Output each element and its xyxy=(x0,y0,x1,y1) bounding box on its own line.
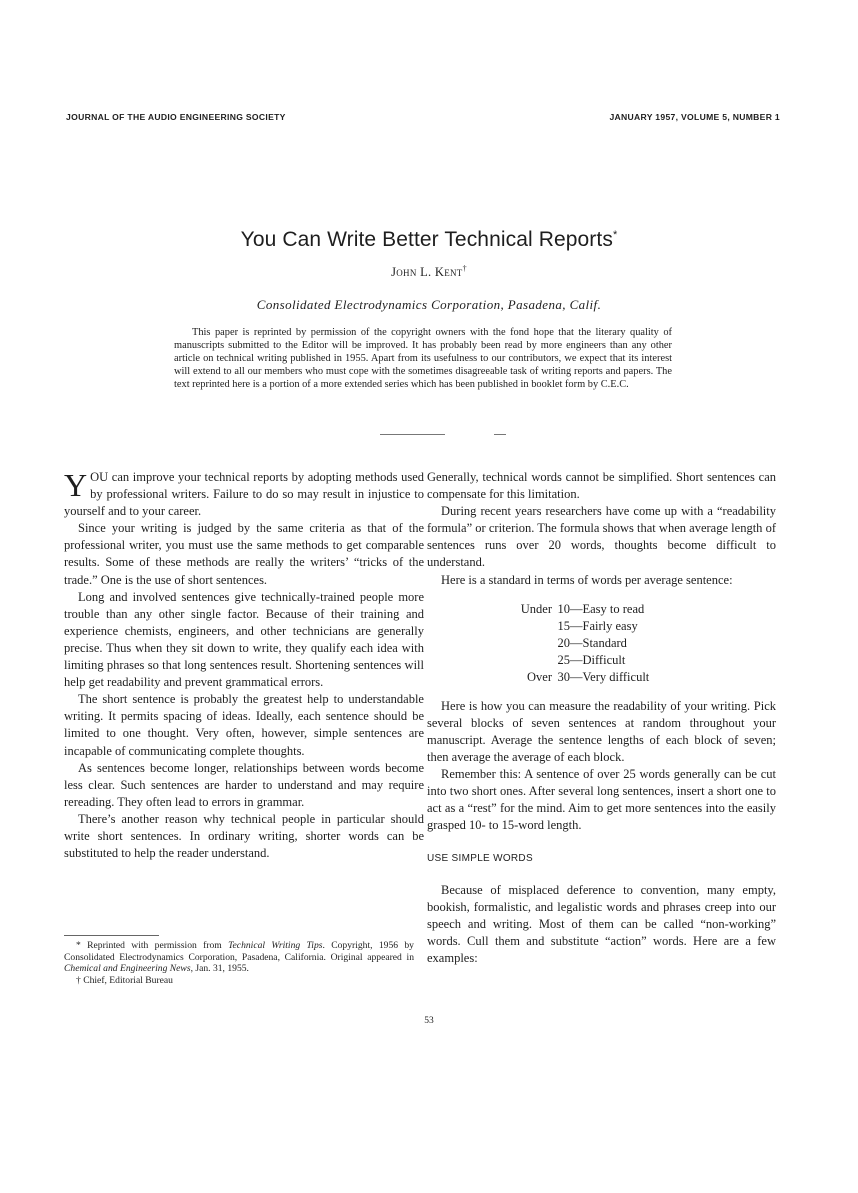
paragraph-text: OU can improve your technical reports by adopting methods used by professional writers. Failure to do so may result in injustice to yourself and to your career. xyxy=(64,470,424,519)
body-paragraph: Because of misplaced deference to convention, many empty, bookish, formalistic, and legalistic words and phrases creep into our speech and writing. Most of them can be called “non-working” words. Cull them and substitute “action” words. Here are a few examples: xyxy=(427,882,776,965)
abstract: This paper is reprinted by permission of the copyright owners with the fond hope that the literary quality of manuscripts submitted to the Editor will be improved. It has probably been read by more engineers than any other article on technical writing published in 1955. Apart from its usefulness to our contributors, we expect that its interest will extend to all our members who must cope with the sometimes disagreeable task of writing reports and papers. The text reprinted here is a portion of a more extended series which has been published in booklet form by C.E.C. xyxy=(174,327,672,391)
separator-rule-short xyxy=(494,434,506,435)
body-paragraph xyxy=(64,469,424,520)
body-paragraph: Remember this: A sentence of over 25 words generally can be cut into two short ones. After several long sentences, insert a short one to act as a “rest” for the mind. Aim to get more sentences into the easily grasped 10- to 15-word length. xyxy=(427,767,776,833)
scale-prefix: Under xyxy=(520,601,552,616)
title-text: You Can Write Better Technical Reports xyxy=(240,228,613,251)
author xyxy=(0,265,858,280)
journal-name: JOURNAL OF THE AUDIO ENGINEERING SOCIETY xyxy=(66,112,286,122)
scale-number: 15 xyxy=(557,618,570,633)
scale-row xyxy=(427,669,776,686)
footnotes xyxy=(64,940,414,986)
body-paragraph: Here is a standard in terms of words per average sentence: xyxy=(441,572,733,587)
body-paragraph: As sentences become longer, relationships between words become less clear. Such sentences are harder to understand and may require rereading. They often lead to errors in grammar. xyxy=(64,760,424,809)
scale-number: 10 xyxy=(557,601,570,616)
body-paragraph: During recent years researchers have come up with a “readability formula” or criterion. The formula shows that when average length of sentences runs over 20 words, thoughts become difficult to understand. xyxy=(427,504,776,570)
affiliation: Consolidated Electrodynamics Corporation, Pasadena, Calif. xyxy=(256,297,602,312)
footnote-source-title: Technical Writing Tips xyxy=(228,940,323,951)
issue-info: JANUARY 1957, VOLUME 5, NUMBER 1 xyxy=(609,112,780,122)
separator-rule xyxy=(380,434,445,435)
body-paragraph: Long and involved sentences give technically-trained people more trouble than any other single factor. Because of their training and experience chemists, engineers, and other technicians are generally precise. Thus when they sit down to write, they qualify each idea with limiting phrases so that long sentences result. Shortening sentences will help get readability and prevent grammatical errors. xyxy=(64,589,424,690)
left-column xyxy=(64,469,424,862)
scale-row xyxy=(427,601,776,618)
footnote-rule xyxy=(64,935,159,936)
scale-number: 25 xyxy=(557,652,570,667)
scale-prefix xyxy=(427,635,552,652)
scale-label: —Very difficult xyxy=(570,669,650,684)
right-column xyxy=(427,469,776,967)
footnote-journal: Chemical and Engineering News xyxy=(64,963,191,975)
drop-cap: Y xyxy=(64,467,88,503)
footnote-text: * Reprinted with permission from xyxy=(76,940,229,951)
scale-label: —Difficult xyxy=(570,652,626,667)
body-paragraph: Since your writing is judged by the same criteria as that of the professional writer, you must use the same methods to get comparable results. Some of these methods are really the writers’ “tricks of the trade.” One is the use of short sentences. xyxy=(64,521,424,587)
footnote xyxy=(64,940,414,975)
scale-number: 30 xyxy=(557,669,570,684)
scale-label: —Fairly easy xyxy=(570,618,638,633)
scale-number: 20 xyxy=(557,635,570,650)
scale-row xyxy=(427,635,776,652)
section-heading: USE SIMPLE WORDS xyxy=(427,853,533,865)
footnote-text: . Copyright, 1956 by Consolidated Electrodynamics Corporation, Pasadena, California. Original appeared in xyxy=(64,940,414,963)
body-paragraph: Here is how you can measure the readability of your writing. Pick several blocks of seven sentences at random throughout your manuscript. Average the sentence lengths of each block of seven; then average the average of each block. xyxy=(427,698,776,764)
scale-prefix xyxy=(427,618,552,635)
scale-prefix: Over xyxy=(527,669,552,684)
scale-row xyxy=(427,652,776,669)
scale-label: —Easy to read xyxy=(570,601,645,616)
footnote-text: , Jan. 31, 1955. xyxy=(190,963,249,975)
author-footnote-mark: † xyxy=(462,263,467,273)
author-name: John L. Kent xyxy=(391,265,463,279)
article-title xyxy=(0,228,858,252)
body-paragraph: Generally, technical words cannot be simplified. Short sentences can compensate for this limitation. xyxy=(427,470,776,502)
body-paragraph: The short sentence is probably the greatest help to understandable writing. It permits spacing of ideas. Ideally, each sentence should be limited to one thought. Very often, however, simple sentences are incapable of communicating complete thoughts. xyxy=(64,692,424,758)
scale-row xyxy=(427,618,776,635)
title-footnote-mark: * xyxy=(612,229,618,241)
body-paragraph: There’s another reason why technical people in particular should write short sentences. In ordinary writing, shorter words can be substituted to help the reader understand. xyxy=(64,811,424,861)
scale-label: —Standard xyxy=(570,635,627,650)
page-number: 53 xyxy=(424,1016,434,1026)
readability-scale xyxy=(427,601,776,686)
footnote: † Chief, Editorial Bureau xyxy=(76,974,173,986)
scale-prefix xyxy=(427,652,552,669)
